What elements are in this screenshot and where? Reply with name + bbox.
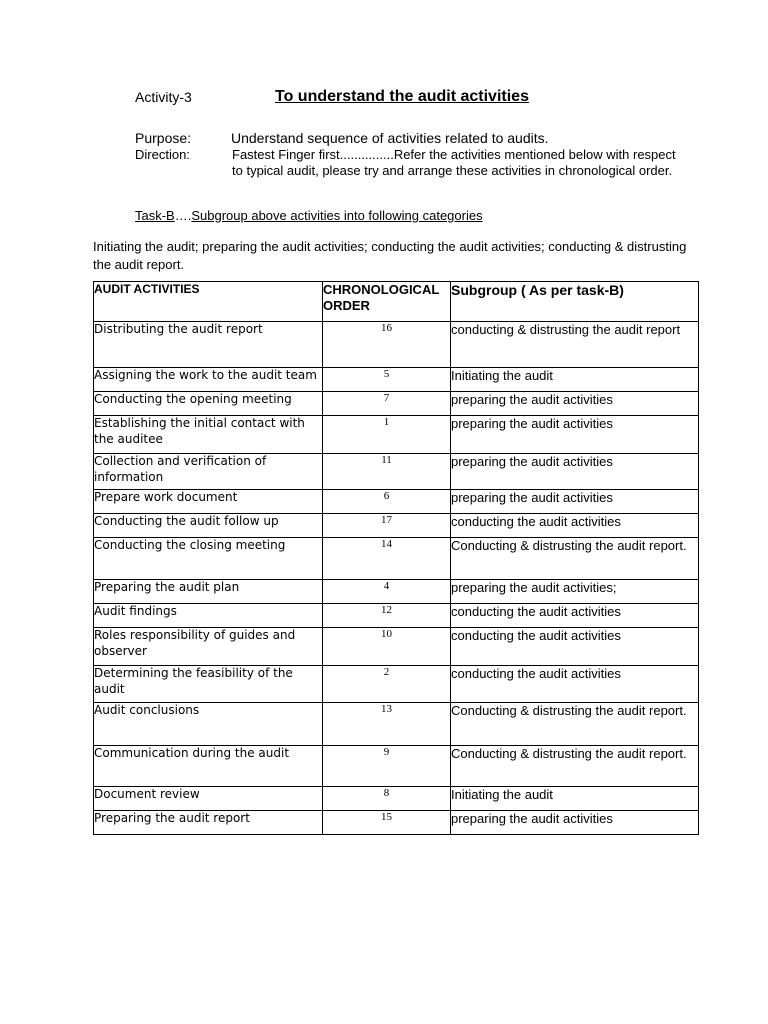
table-row — [94, 392, 699, 416]
order-cell: 11 — [323, 454, 451, 490]
activity-cell: Conducting the closing meeting — [94, 538, 323, 580]
subgroup-cell: Conducting & distrusting the audit report. — [451, 703, 699, 746]
table-row — [94, 628, 699, 666]
header-audit-activities: AUDIT ACTIVITIES — [94, 282, 323, 322]
table-row — [94, 580, 699, 604]
order-cell: 14 — [323, 538, 451, 580]
table-row — [94, 811, 699, 835]
order-cell: 12 — [323, 604, 451, 628]
table-row — [94, 368, 699, 392]
header-subgroup: Subgroup ( As per task-B) — [451, 282, 699, 322]
activity-cell: Collection and verification of information — [94, 454, 323, 490]
subgroup-cell: Conducting & distrusting the audit report. — [451, 538, 699, 580]
table-row — [94, 538, 699, 580]
activity-cell: Document review — [94, 787, 323, 811]
order-cell: 5 — [323, 368, 451, 392]
direction-text: Fastest Finger first...............Refer the activities mentioned below with respect to typical audit, please try and arrange these activities in chronological order. — [232, 147, 676, 178]
table-row — [94, 514, 699, 538]
intro-text: Initiating the audit; preparing the audit activities; conducting the audit activities; conducting & distrusting the audit report. — [93, 239, 687, 272]
audit-activities-table — [93, 281, 699, 835]
order-cell: 16 — [323, 322, 451, 368]
order-cell: 9 — [323, 746, 451, 787]
activity-cell: Establishing the initial contact with the auditee — [94, 416, 323, 454]
table-row — [94, 746, 699, 787]
activity-cell: Conducting the audit follow up — [94, 514, 323, 538]
order-cell: 13 — [323, 703, 451, 746]
table-row — [94, 787, 699, 811]
subgroup-cell: conducting the audit activities — [451, 628, 699, 666]
order-cell: 17 — [323, 514, 451, 538]
activity-cell: Conducting the opening meeting — [94, 392, 323, 416]
activity-cell: Preparing the audit report — [94, 811, 323, 835]
activity-cell: Assigning the work to the audit team — [94, 368, 323, 392]
task-text: Subgroup above activities into following categories — [191, 208, 483, 223]
subgroup-cell: preparing the audit activities — [451, 811, 699, 835]
table-row — [94, 416, 699, 454]
subgroup-cell: preparing the audit activities — [451, 392, 699, 416]
page-title: To understand the audit activities — [275, 88, 529, 105]
task-label: Task-B — [135, 208, 175, 223]
header-chronological-order: CHRONOLOGICAL ORDER — [323, 282, 451, 322]
order-cell: 1 — [323, 416, 451, 454]
subgroup-cell: Conducting & distrusting the audit report. — [451, 746, 699, 787]
subgroup-cell: Initiating the audit — [451, 787, 699, 811]
table-body — [94, 322, 699, 835]
subgroup-cell: conducting & distrusting the audit report — [451, 322, 699, 368]
activity-cell: Roles responsibility of guides and observer — [94, 628, 323, 666]
table-row — [94, 703, 699, 746]
order-cell: 8 — [323, 787, 451, 811]
table-row — [94, 604, 699, 628]
order-cell: 15 — [323, 811, 451, 835]
task-dots: …. — [174, 208, 192, 223]
table-row — [94, 490, 699, 514]
task-line — [135, 208, 483, 223]
table-header-row — [94, 282, 699, 322]
subgroup-cell: preparing the audit activities — [451, 454, 699, 490]
activity-cell: Determining the feasibility of the audit — [94, 666, 323, 703]
subgroup-cell: preparing the audit activities — [451, 416, 699, 454]
subgroup-cell: preparing the audit activities — [451, 490, 699, 514]
purpose-text: Understand sequence of activities related to audits. — [231, 130, 549, 146]
activity-cell: Prepare work document — [94, 490, 323, 514]
table-row — [94, 454, 699, 490]
order-cell: 10 — [323, 628, 451, 666]
order-cell: 7 — [323, 392, 451, 416]
direction-label: Direction: — [135, 147, 190, 162]
activity-cell: Preparing the audit plan — [94, 580, 323, 604]
order-cell: 6 — [323, 490, 451, 514]
activity-cell: Distributing the audit report — [94, 322, 323, 368]
table-row — [94, 322, 699, 368]
table-row — [94, 666, 699, 703]
purpose-label: Purpose: — [135, 130, 192, 146]
subgroup-cell: preparing the audit activities; — [451, 580, 699, 604]
activity-cell: Communication during the audit — [94, 746, 323, 787]
activity-cell: Audit findings — [94, 604, 323, 628]
subgroup-cell: Initiating the audit — [451, 368, 699, 392]
subgroup-cell: conducting the audit activities — [451, 514, 699, 538]
activity-cell: Audit conclusions — [94, 703, 323, 746]
order-cell: 2 — [323, 666, 451, 703]
order-cell: 4 — [323, 580, 451, 604]
subgroup-cell: conducting the audit activities — [451, 604, 699, 628]
subgroup-cell: conducting the audit activities — [451, 666, 699, 703]
activity-label: Activity-3 — [135, 89, 192, 105]
